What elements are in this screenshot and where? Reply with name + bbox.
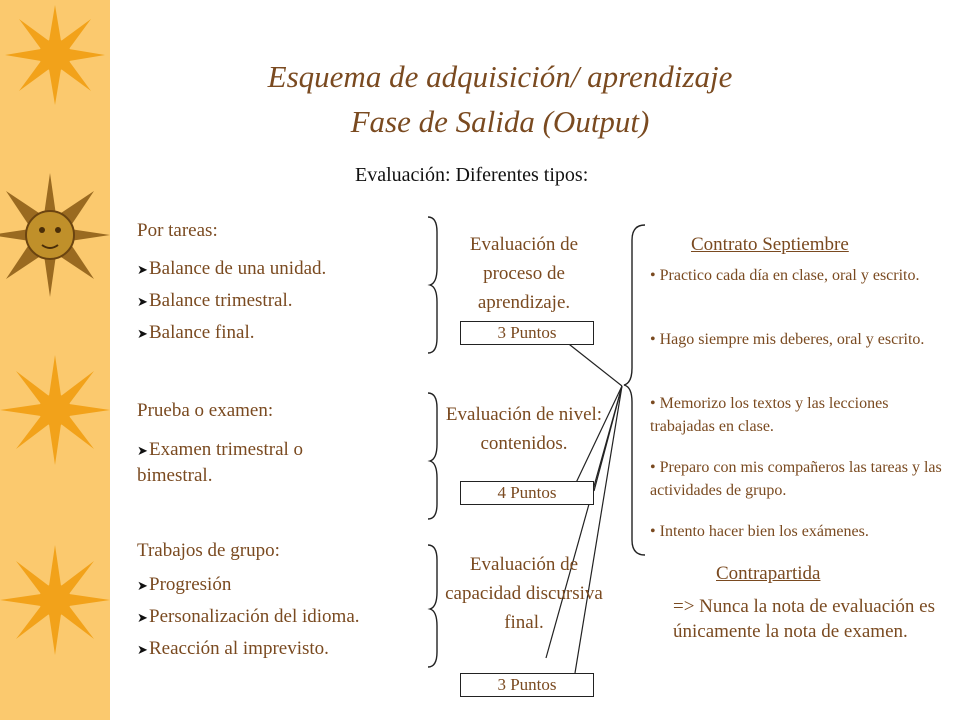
contrato-bullet: • Hago siempre mis deberes, oral y escrito.	[650, 331, 925, 348]
slide-title-line2: Fase de Salida (Output)	[350, 104, 650, 139]
contrapartida-text: => Nunca la nota de evaluación es únicamente la nota de examen.	[673, 596, 935, 642]
arrow-bullet-icon: ➤	[137, 294, 148, 309]
contrato-bullet: • Intento hacer bien los exámenes.	[650, 523, 869, 540]
brace-2	[428, 393, 437, 519]
group-heading: Prueba o examen:	[137, 400, 274, 421]
group-heading: Trabajos de grupo:	[137, 540, 280, 561]
evaluation-label: Evaluación de proceso de aprendizaje.	[469, 234, 579, 313]
slide-title: Esquema de adquisición/ aprendizaje	[267, 59, 733, 94]
list-item: ➤Progresión	[137, 574, 232, 595]
points-box: 3 Puntos	[460, 321, 594, 345]
contrapartida-heading: Contrapartida	[716, 563, 821, 584]
list-item: ➤Reacción al imprevisto.	[137, 638, 329, 659]
contrato-bullet: • Preparo con mis compañeros las tareas y las actividades de grupo.	[650, 459, 942, 499]
arrow-bullet-icon: ➤	[137, 578, 148, 593]
brace-right	[624, 225, 645, 555]
group-heading: Por tareas:	[137, 220, 218, 241]
list-item: ➤Balance final.	[137, 322, 255, 343]
contrato-bullet: • Practico cada día en clase, oral y escrito.	[650, 267, 920, 284]
list-item: ➤Balance trimestral.	[137, 290, 293, 311]
points-box: 4 Puntos	[460, 481, 594, 505]
arrow-bullet-icon: ➤	[137, 326, 148, 341]
arrow-bullet-icon: ➤	[137, 642, 148, 657]
contrato-heading: Contrato Septiembre	[691, 234, 849, 255]
arrow-bullet-icon: ➤	[137, 610, 148, 625]
brace-1	[428, 217, 437, 353]
contrato-bullet: • Memorizo los textos y las lecciones trabajadas en clase.	[650, 395, 889, 435]
arrow-bullet-icon: ➤	[137, 443, 148, 458]
subtitle: Evaluación: Diferentes tipos:	[355, 164, 589, 186]
evaluation-label: Evaluación de nivel: contenidos.	[445, 404, 603, 454]
list-item: ➤Examen trimestral o bimestral.	[137, 439, 304, 486]
evaluation-label: Evaluación de capacidad discursiva final.	[445, 554, 603, 633]
arrow-bullet-icon: ➤	[137, 262, 148, 277]
list-item: ➤Balance de una unidad.	[137, 258, 327, 279]
list-item: ➤Personalización del idioma.	[137, 606, 360, 627]
connector-line	[565, 341, 622, 386]
points-box: 3 Puntos	[460, 673, 594, 697]
brace-3	[428, 545, 437, 667]
